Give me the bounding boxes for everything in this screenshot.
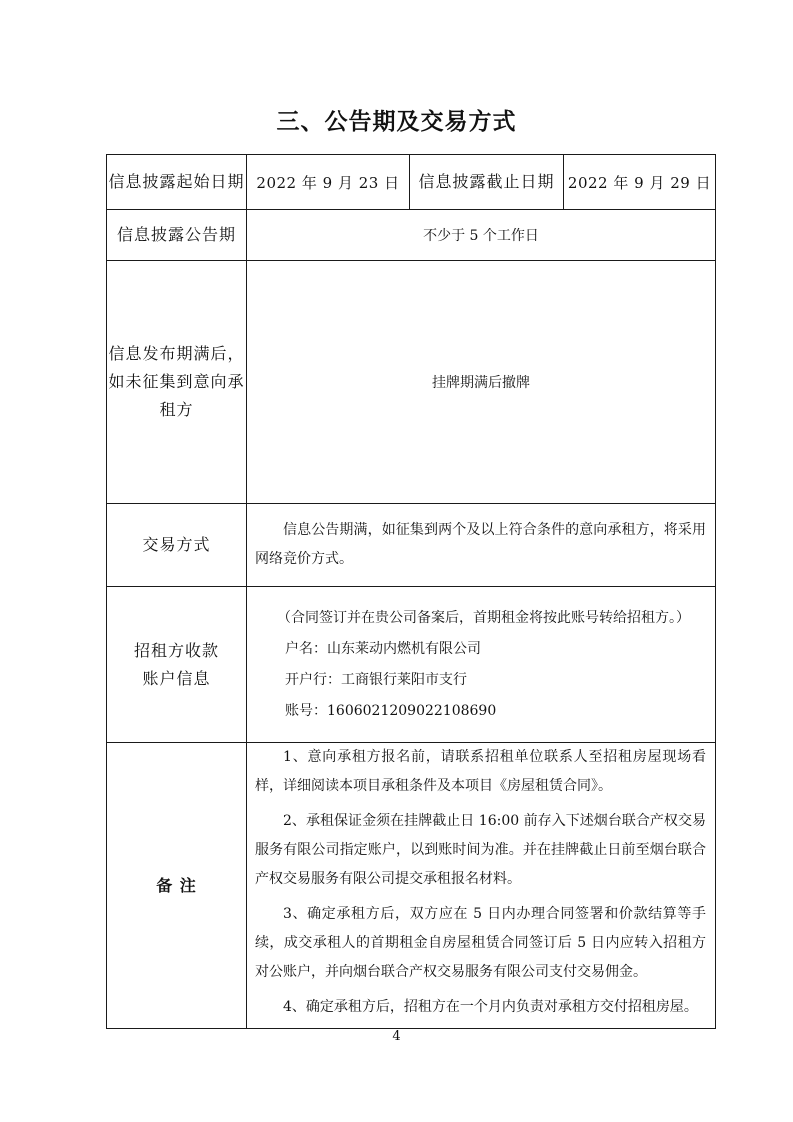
remarks-cell <box>247 743 716 1029</box>
start-date-value: 2022 年 9 月 23 日 <box>247 155 410 210</box>
announcement-table <box>106 154 716 1029</box>
remark-item: 4、确定承租方后，招租方在一个月内负责对承租方交付招租房屋。 <box>283 999 698 1015</box>
page-title: 三、公告期及交易方式 <box>276 109 517 135</box>
expire-label <box>107 261 247 504</box>
account-label-line1: 招租方收款 <box>133 640 219 660</box>
row-method <box>107 504 716 587</box>
expire-value: 挂牌期满后撤牌 <box>247 261 716 504</box>
period-value: 不少于 5 个工作日 <box>247 210 716 261</box>
period-label: 信息披露公告期 <box>107 210 247 261</box>
row-remarks <box>107 743 716 1029</box>
row-period <box>107 210 716 261</box>
remark-item: 3、确定承租方后，双方应在 5 日内办理合同签署和价款结算等手续，成交承租人的首期租金自房屋租赁合同签订后 5 日内应转入招租方对公账户，并向烟台联合产权交易服务有限公司支付交易佣金。 <box>255 906 706 980</box>
account-label <box>107 587 247 743</box>
row-dates <box>107 155 716 210</box>
account-name: 户名：山东莱动内燃机有限公司 <box>285 640 481 657</box>
expire-label-line1: 信息发布期满后， <box>108 344 245 363</box>
remark-item: 1、意向承租方报名前，请联系招租单位联系人至招租房屋现场看样，详细阅读本项目承租条件及本项目《房屋租赁合同》。 <box>255 749 706 794</box>
remark-item: 2、承租保证金须在挂牌截止日 16:00 前存入下述烟台联合产权交易服务有限公司指定账户，以到账时间为准。并在挂牌截止日前至烟台联合产权交易服务有限公司提交承租报名材料。 <box>255 813 706 887</box>
page-number: 4 <box>392 1029 401 1044</box>
remarks-label: 备 注 <box>107 743 247 1029</box>
account-info <box>247 587 716 743</box>
account-bank: 开户行：工商银行莱阳市支行 <box>285 671 467 688</box>
method-cell <box>247 504 716 587</box>
expire-label-line2: 如未征集到意向承 <box>108 372 245 391</box>
end-date-label: 信息披露截止日期 <box>410 155 564 210</box>
method-value: 信息公告期满，如征集到两个及以上符合条件的意向承租方，将采用网络竞价方式。 <box>255 522 706 567</box>
expire-label-line3: 租方 <box>159 400 194 419</box>
start-date-label: 信息披露起始日期 <box>107 155 247 210</box>
row-account <box>107 587 716 743</box>
account-note: （合同签订并在贵公司备案后，首期租金将按此账号转给招租方。） <box>277 609 690 626</box>
account-label-line2: 账户信息 <box>142 668 211 688</box>
method-label: 交易方式 <box>107 504 247 587</box>
end-date-value: 2022 年 9 月 29 日 <box>564 155 716 210</box>
row-expire <box>107 261 716 504</box>
account-number: 账号：1606021209022108690 <box>285 702 497 719</box>
